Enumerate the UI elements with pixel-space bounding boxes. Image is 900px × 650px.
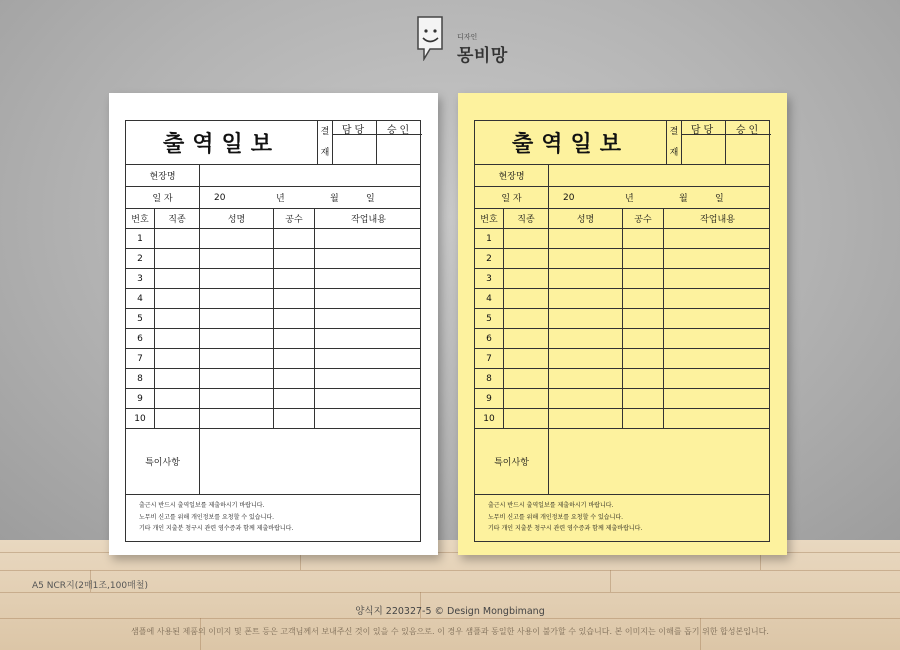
approval-head-manager: 담당: [682, 121, 725, 135]
table-cell: [315, 289, 422, 308]
remarks-value: [200, 429, 422, 494]
table-cell: [664, 269, 771, 288]
table-cell: [200, 249, 274, 268]
column-header: 직종: [504, 209, 549, 228]
table-cell: [200, 349, 274, 368]
table-cell: [200, 269, 274, 288]
date-value: [549, 187, 771, 208]
table-cell: [664, 329, 771, 348]
table-cell: [155, 409, 200, 428]
column-header: 성명: [549, 209, 623, 228]
column-header-row: [126, 209, 420, 229]
table-row: [126, 289, 420, 309]
note-line: 출근시 반드시 출역일보를 제출하시기 바랍니다.: [488, 502, 614, 509]
approval-head-manager: 담당: [333, 121, 376, 135]
note-line: 노무비 신고를 위해 개인정보를 요청할 수 있습니다.: [139, 513, 275, 521]
table-cell: [504, 269, 549, 288]
face-icon: [414, 15, 450, 61]
column-header: 작업내용: [351, 215, 386, 225]
table-cell: [274, 349, 315, 368]
note-line: 출근시 반드시 출역일보를 제출하시기 바랍니다.: [139, 502, 265, 509]
row-number: 3: [126, 269, 155, 288]
table-cell: [315, 309, 422, 328]
form-notes: [475, 495, 769, 541]
table-cell: [504, 229, 549, 248]
table-cell: [549, 229, 623, 248]
table-row: [475, 389, 769, 409]
table-cell: [155, 249, 200, 268]
form-notes: [126, 495, 420, 541]
table-cell: [664, 249, 771, 268]
table-cell: [200, 389, 274, 408]
table-cell: [274, 269, 315, 288]
site-row: [475, 165, 769, 187]
table-cell: [623, 229, 664, 248]
title-row: [126, 121, 420, 165]
table-cell: [274, 389, 315, 408]
table-cell: [200, 409, 274, 428]
table-row: [475, 229, 769, 249]
table-cell: [155, 349, 200, 368]
row-number: 8: [126, 369, 155, 388]
table-cell: [549, 409, 623, 428]
table-cell: [315, 409, 422, 428]
note-line: 기타 개인 지출분 청구시 관련 영수증과 함께 제출바랍니다.: [139, 525, 294, 532]
table-cell: [664, 389, 771, 408]
row-number: 7: [126, 349, 155, 368]
table-cell: [315, 349, 422, 368]
approval-side-top: 결: [669, 126, 679, 137]
table-cell: [315, 369, 422, 388]
table-cell: [623, 349, 664, 368]
form-sheet-white: [109, 93, 438, 555]
table-row: [475, 409, 769, 429]
table-row: [126, 229, 420, 249]
brand-name: 몽비망: [457, 46, 508, 66]
table-cell: [549, 389, 623, 408]
approval-side-label: [667, 121, 682, 164]
table-row: [126, 269, 420, 289]
row-number: 6: [475, 329, 504, 348]
table-cell: [504, 309, 549, 328]
date-year-unit: 년: [625, 194, 634, 204]
table-cell: [504, 249, 549, 268]
table-row: [475, 249, 769, 269]
table-cell: [200, 229, 274, 248]
column-header: 공수: [623, 209, 664, 228]
approval-box-manager: [333, 121, 377, 164]
table-cell: [200, 329, 274, 348]
table-cell: [155, 389, 200, 408]
date-value: [200, 187, 422, 208]
date-row: [475, 187, 769, 209]
disclaimer: 샘플에 사용된 제품의 이미지 및 폰트 등은 고객님께서 보내주신 것이 있을 수 있음으로. 이 경우 샘플과 동일한 사용이 불가할 수 있습니다. 본 이미지는 이해를 돕기 위한 합성본입니다.: [131, 627, 769, 636]
table-cell: [274, 369, 315, 388]
approval-box-manager: [682, 121, 726, 164]
note-line: 노무비 신고를 위해 개인정보를 요청할 수 있습니다.: [488, 513, 624, 521]
date-year-prefix: 20: [214, 192, 226, 203]
table-cell: [315, 269, 422, 288]
row-number: 2: [475, 249, 504, 268]
table-cell: [549, 369, 623, 388]
table-cell: [664, 349, 771, 368]
table-cell: [623, 329, 664, 348]
remarks-value: [549, 429, 771, 494]
table-row: [126, 249, 420, 269]
table-cell: [549, 309, 623, 328]
table-cell: [664, 309, 771, 328]
table-cell: [274, 409, 315, 428]
table-cell: [315, 249, 422, 268]
table-cell: [155, 329, 200, 348]
form-sheet-yellow: [458, 93, 787, 555]
remarks-row: [126, 429, 420, 495]
table-cell: [504, 349, 549, 368]
table-cell: [504, 329, 549, 348]
table-cell: [200, 289, 274, 308]
table-cell: [664, 409, 771, 428]
table-cell: [274, 309, 315, 328]
table-cell: [549, 249, 623, 268]
table-cell: [155, 229, 200, 248]
date-month-unit: 월: [679, 194, 688, 204]
form-title: 출역일보: [475, 121, 667, 164]
table-row: [126, 389, 420, 409]
approval-box-approver: [377, 121, 422, 164]
table-cell: [200, 309, 274, 328]
site-value: [549, 165, 771, 186]
table-cell: [504, 289, 549, 308]
table-cell: [315, 229, 422, 248]
date-day-unit: 일: [366, 194, 375, 204]
date-row: [126, 187, 420, 209]
date-label: 일 자: [126, 187, 200, 208]
brand-logo: [414, 15, 524, 70]
row-number: 2: [126, 249, 155, 268]
table-cell: [315, 329, 422, 348]
row-number: 10: [475, 409, 504, 428]
table-cell: [155, 369, 200, 388]
table-row: [475, 289, 769, 309]
column-header: 번호: [126, 209, 155, 228]
date-month-unit: 월: [330, 194, 339, 204]
row-number: 9: [126, 389, 155, 408]
column-header: 번호: [475, 209, 504, 228]
row-number: 5: [126, 309, 155, 328]
table-row: [475, 349, 769, 369]
note-line: 기타 개인 지출분 청구시 관련 영수증과 함께 제출바랍니다.: [488, 525, 643, 532]
column-header: 작업내용: [700, 215, 735, 225]
row-number: 4: [126, 289, 155, 308]
approval-head-approver: 승인: [726, 121, 771, 135]
column-header: 직종: [155, 209, 200, 228]
row-number: 7: [475, 349, 504, 368]
approval-side-bottom: 재: [320, 147, 330, 158]
table-cell: [623, 389, 664, 408]
approval-box-approver: [726, 121, 771, 164]
site-value: [200, 165, 422, 186]
site-label: 현장명: [126, 165, 200, 186]
approval-side-label: [318, 121, 333, 164]
brand-small-text: 디자인: [457, 33, 478, 41]
product-spec: A5 NCR지(2매1조,100매철): [32, 581, 148, 591]
table-row: [475, 369, 769, 389]
table-cell: [155, 309, 200, 328]
table-row: [126, 369, 420, 389]
approval-side-top: 결: [320, 126, 330, 137]
table-cell: [274, 329, 315, 348]
table-cell: [623, 249, 664, 268]
form-code: 양식지 220327-5 © Design Mongbimang: [355, 606, 545, 617]
table-cell: [155, 289, 200, 308]
table-cell: [274, 249, 315, 268]
column-header-row: [475, 209, 769, 229]
date-label: 일 자: [475, 187, 549, 208]
table-row: [126, 409, 420, 429]
table-cell: [664, 229, 771, 248]
row-number: 8: [475, 369, 504, 388]
row-number: 5: [475, 309, 504, 328]
remarks-label: 특이사항: [126, 429, 200, 494]
row-number: 3: [475, 269, 504, 288]
remarks-row: [475, 429, 769, 495]
table-cell: [274, 289, 315, 308]
table-cell: [549, 349, 623, 368]
table-cell: [623, 269, 664, 288]
site-label: 현장명: [475, 165, 549, 186]
table-row: [475, 269, 769, 289]
date-day-unit: 일: [715, 194, 724, 204]
table-cell: [623, 289, 664, 308]
table-row: [126, 309, 420, 329]
table-row: [126, 329, 420, 349]
table-cell: [504, 409, 549, 428]
attendance-form: [125, 120, 421, 542]
date-year-unit: 년: [276, 194, 285, 204]
table-cell: [200, 369, 274, 388]
form-title: 출역일보: [126, 121, 318, 164]
row-number: 1: [126, 229, 155, 248]
column-header: 공수: [274, 209, 315, 228]
table-cell: [504, 389, 549, 408]
table-cell: [315, 389, 422, 408]
row-number: 6: [126, 329, 155, 348]
table-row: [126, 349, 420, 369]
table-cell: [664, 289, 771, 308]
approval-side-bottom: 재: [669, 147, 679, 158]
table-cell: [274, 229, 315, 248]
table-cell: [664, 369, 771, 388]
site-row: [126, 165, 420, 187]
remarks-label: 특이사항: [475, 429, 549, 494]
date-year-prefix: 20: [563, 192, 575, 203]
table-cell: [623, 409, 664, 428]
row-number: 10: [126, 409, 155, 428]
table-cell: [504, 369, 549, 388]
table-cell: [549, 289, 623, 308]
table-cell: [155, 269, 200, 288]
row-number: 1: [475, 229, 504, 248]
table-row: [475, 309, 769, 329]
title-row: [475, 121, 769, 165]
table-cell: [549, 329, 623, 348]
row-number: 9: [475, 389, 504, 408]
approval-head-approver: 승인: [377, 121, 422, 135]
column-header: 성명: [200, 209, 274, 228]
table-cell: [623, 369, 664, 388]
attendance-form: [474, 120, 770, 542]
table-cell: [549, 269, 623, 288]
table-cell: [623, 309, 664, 328]
row-number: 4: [475, 289, 504, 308]
table-row: [475, 329, 769, 349]
